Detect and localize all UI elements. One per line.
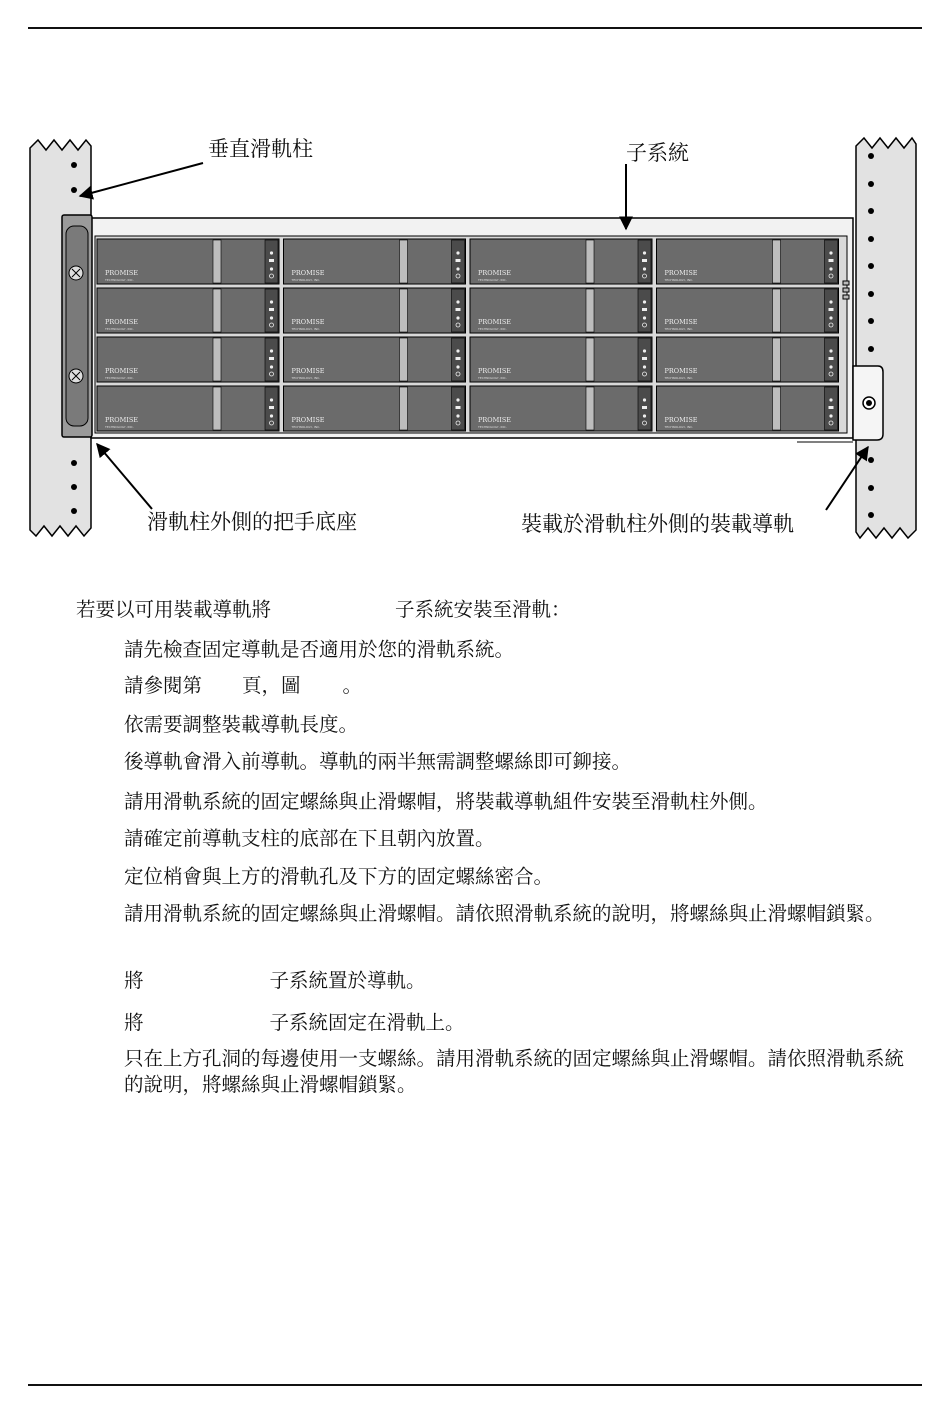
drive-logo-sub: TECHNOLOGY, INC. bbox=[664, 376, 694, 380]
drive-carrier-r1-c1 bbox=[97, 239, 279, 284]
step-one-screw: 只在上方孔洞的每邊使用一支螺絲。請用滑軌系統的固定螺絲與止滑螺帽。請依照滑軌系統的說明，將螺絲與止滑螺帽鎖緊。 bbox=[124, 1047, 905, 1096]
drive-logo: PROMISE bbox=[105, 416, 139, 424]
drive-logo-sub: TECHNOLOGY, INC. bbox=[105, 376, 134, 380]
intro-line bbox=[76, 597, 571, 623]
drive-carrier-r1-c4 bbox=[657, 239, 839, 284]
step-attach-rails: 請用滑軌系統的固定螺絲與止滑螺帽，將裝載導軌組件安裝至滑軌柱外側。 bbox=[124, 790, 768, 813]
see-page-c: 。 bbox=[342, 674, 363, 697]
step-alignment-pin: 定位梢會與上方的滑軌孔及下方的固定螺絲密合。 bbox=[124, 865, 554, 888]
right-ear bbox=[853, 366, 883, 440]
drive-carrier-r3-c1 bbox=[97, 337, 279, 382]
drive-logo-sub: TECHNOLOGY, INC. bbox=[291, 327, 321, 331]
drive-logo-sub: TECHNOLOGY, INC. bbox=[664, 278, 694, 282]
intro-after: 子系統安裝至滑軌： bbox=[395, 598, 571, 621]
step-check-rails: 請先檢查固定導軌是否適用於您的滑軌系統。 bbox=[124, 638, 515, 661]
place-a: 將 bbox=[124, 969, 144, 992]
drive-carrier-r2-c1 bbox=[97, 288, 279, 333]
drive-logo-sub: TECHNOLOGY, INC. bbox=[478, 327, 507, 331]
drive-logo: PROMISE bbox=[664, 318, 698, 326]
drive-logo: PROMISE bbox=[664, 367, 698, 375]
drive-carrier-r3-c2 bbox=[284, 337, 466, 382]
arrow-handle-base bbox=[97, 444, 152, 509]
secure-a: 將 bbox=[124, 1011, 144, 1034]
drive-logo: PROMISE bbox=[291, 416, 325, 424]
callout-mounting-rail: 裝載於滑軌柱外側的裝載導軌 bbox=[521, 512, 794, 536]
drive-carrier-r2-c3 bbox=[470, 288, 652, 333]
drive-logo: PROMISE bbox=[478, 269, 512, 277]
arrow-vertical-rail-post bbox=[80, 163, 203, 196]
drive-carrier-r4-c4 bbox=[657, 386, 839, 431]
drive-carrier-r1-c2 bbox=[284, 239, 466, 284]
drive-carrier-r4-c1 bbox=[97, 386, 279, 431]
drive-logo-sub: TECHNOLOGY, INC. bbox=[105, 425, 134, 429]
step-place-subsystem bbox=[124, 968, 426, 994]
see-page-b: 頁，圖 bbox=[242, 674, 301, 697]
drive-logo: PROMISE bbox=[664, 269, 698, 277]
drive-carrier-r2-c4 bbox=[657, 288, 839, 333]
drive-logo-sub: TECHNOLOGY, INC. bbox=[105, 278, 134, 282]
step-rear-rail: 後導軌會滑入前導軌。導軌的兩半無需調整螺絲即可鉚接。 bbox=[124, 750, 632, 773]
drive-logo-sub: TECHNOLOGY, INC. bbox=[105, 327, 134, 331]
drive-logo: PROMISE bbox=[478, 318, 512, 326]
drive-logo-sub: TECHNOLOGY, INC. bbox=[478, 425, 507, 429]
drive-carrier-r4-c2 bbox=[284, 386, 466, 431]
left-handle bbox=[62, 215, 92, 437]
drive-logo: PROMISE bbox=[291, 269, 325, 277]
drive-carrier-r3-c4 bbox=[657, 337, 839, 382]
step-secure-subsystem bbox=[124, 1010, 465, 1036]
step-front-support: 請確定前導軌支柱的底部在下且朝內放置。 bbox=[124, 827, 495, 850]
drive-logo-sub: TECHNOLOGY, INC. bbox=[291, 278, 321, 282]
drive-logo-sub: TECHNOLOGY, INC. bbox=[478, 278, 507, 282]
drive-logo: PROMISE bbox=[478, 367, 512, 375]
drive-carrier-r2-c2 bbox=[284, 288, 466, 333]
step-see-page bbox=[124, 673, 362, 699]
right-rail-post bbox=[856, 138, 916, 538]
header-rule bbox=[28, 27, 922, 29]
callout-subsystem: 子系統 bbox=[626, 141, 689, 165]
drive-logo-sub: TECHNOLOGY, INC. bbox=[664, 425, 694, 429]
drive-logo: PROMISE bbox=[105, 269, 139, 277]
drive-logo-sub: TECHNOLOGY, INC. bbox=[291, 425, 321, 429]
drive-logo: PROMISE bbox=[478, 416, 512, 424]
rack-mount-diagram bbox=[0, 120, 950, 550]
drive-logo-sub: TECHNOLOGY, INC. bbox=[291, 376, 321, 380]
drive-logo-sub: TECHNOLOGY, INC. bbox=[664, 327, 694, 331]
callout-handle-base: 滑軌柱外側的把手底座 bbox=[147, 510, 357, 534]
footer-rule bbox=[28, 1384, 922, 1386]
drive-logo: PROMISE bbox=[291, 367, 325, 375]
callout-vertical-rail-post: 垂直滑軌柱 bbox=[208, 137, 313, 161]
secure-b: 子系統固定在滑軌上。 bbox=[269, 1011, 465, 1034]
drive-logo: PROMISE bbox=[105, 318, 139, 326]
drive-carrier-r4-c3 bbox=[470, 386, 652, 431]
drive-logo: PROMISE bbox=[664, 416, 698, 424]
intro-before: 若要以可用裝載導軌將 bbox=[76, 598, 272, 621]
drive-carrier-r3-c3 bbox=[470, 337, 652, 382]
step-adjust-length: 依需要調整裝載導軌長度。 bbox=[124, 713, 359, 736]
place-b: 子系統置於導軌。 bbox=[269, 969, 426, 992]
drive-logo-sub: TECHNOLOGY, INC. bbox=[478, 376, 507, 380]
drive-logo: PROMISE bbox=[291, 318, 325, 326]
drive-carrier-r1-c3 bbox=[470, 239, 652, 284]
see-page-a: 請參閱第 bbox=[124, 674, 203, 697]
drive-logo: PROMISE bbox=[105, 367, 139, 375]
step-tighten-screws: 請用滑軌系統的固定螺絲與止滑螺帽。請依照滑軌系統的說明，將螺絲與止滑螺帽鎖緊。 bbox=[124, 902, 885, 925]
